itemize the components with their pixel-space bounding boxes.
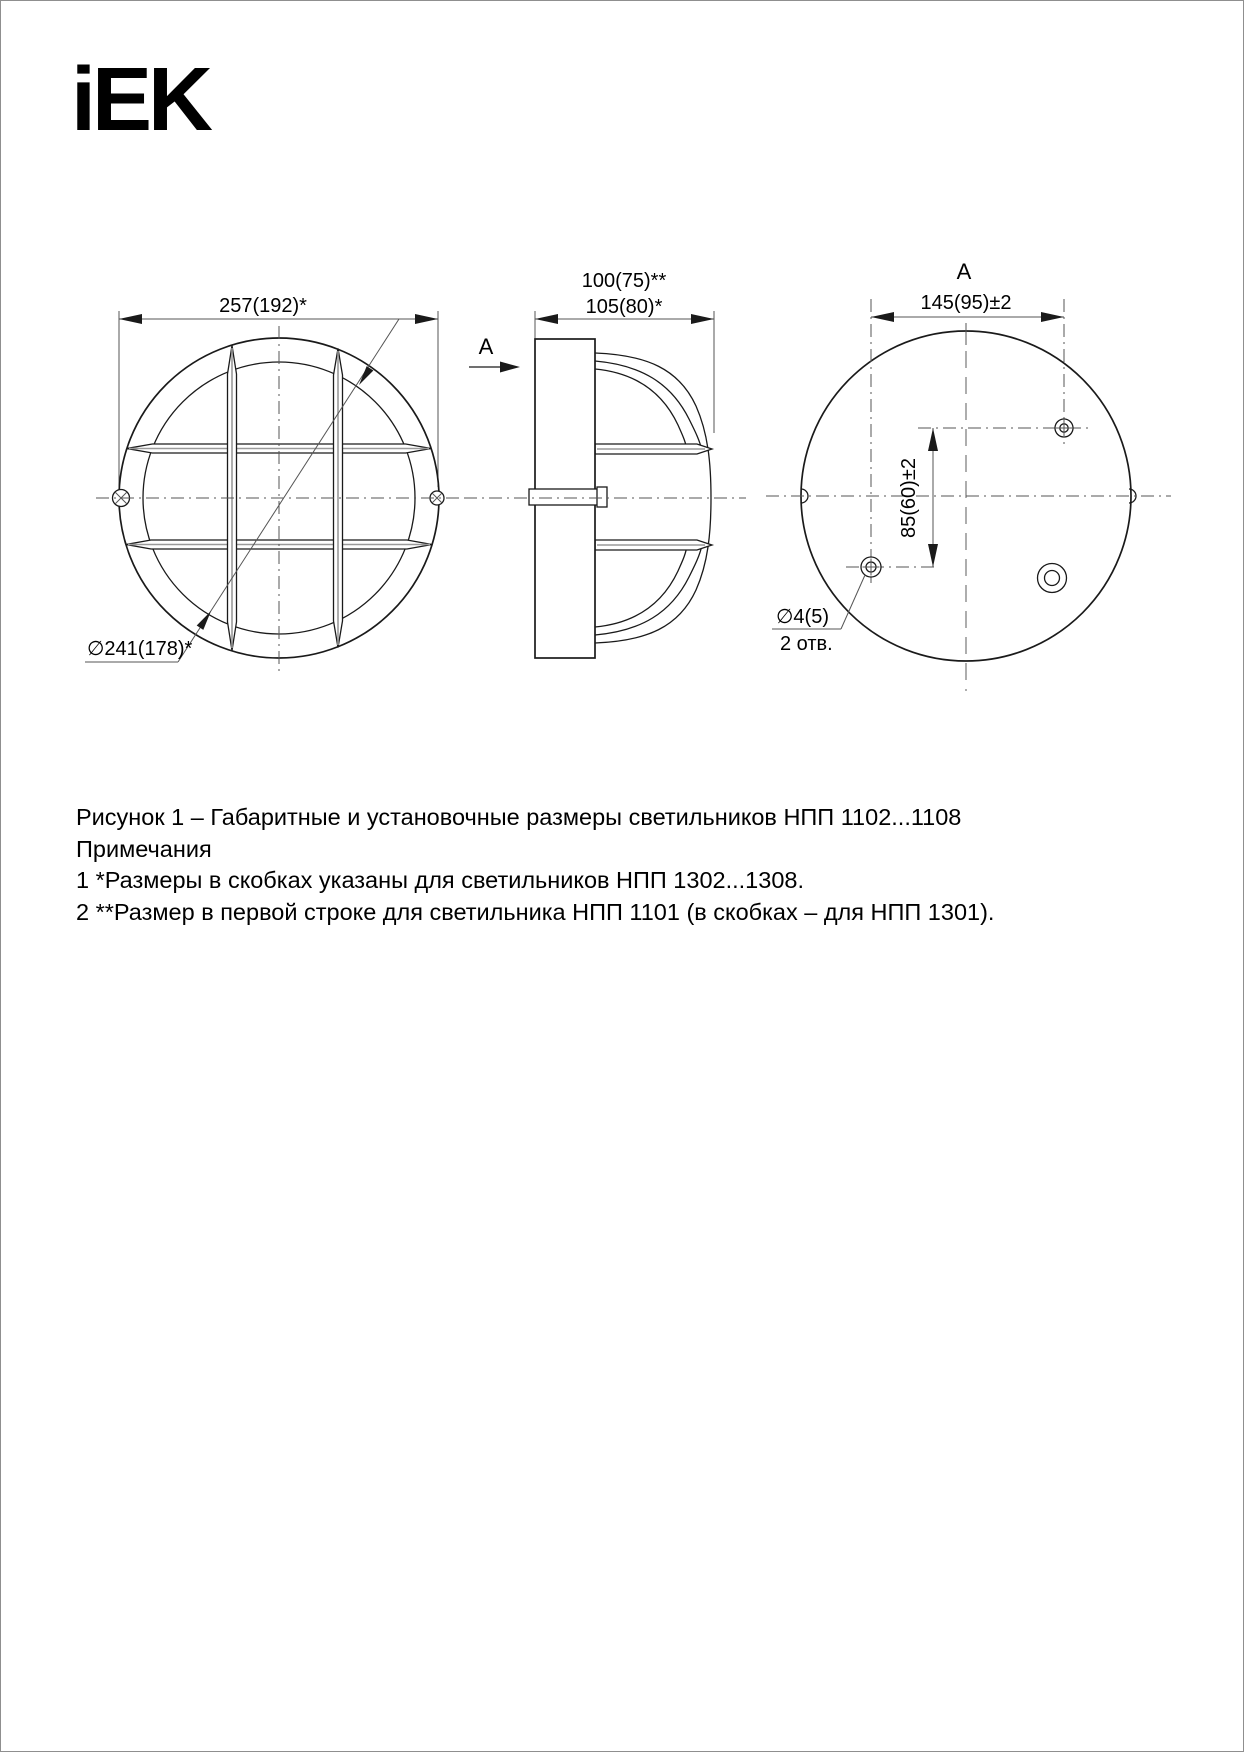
note-line-2: 2 **Размер в первой строке для светильника НПП 1101 (в скобках – для НПП 1301). (76, 898, 995, 925)
note-line-1: 1 *Размеры в скобках указаны для светильников НПП 1302...1308. (76, 867, 804, 893)
caption-block (76, 802, 1196, 928)
front-width-dim: 257(192)* (219, 295, 307, 317)
rear-hole-count-label: 2 отв. (780, 633, 833, 655)
side-view (464, 270, 746, 658)
cable-entry-hole (1038, 564, 1067, 593)
technical-drawing (1, 1, 1244, 771)
side-depth-dim-2: 105(80)* (585, 296, 663, 318)
rear-view (766, 259, 1171, 691)
view-direction-label: A (478, 334, 494, 359)
mounting-hole-bottom-left (861, 557, 881, 577)
figure-caption: Рисунок 1 – Габаритные и установочные размеры светильников НПП 1102...1108 (76, 804, 962, 830)
notes-title: Примечания (76, 835, 212, 862)
rear-hole-spacing-h-dim: 145(95)±2 (920, 292, 1012, 314)
rear-view-title: A (956, 259, 972, 284)
rear-hole-diameter-label: ∅4(5) (776, 606, 829, 628)
iek-logo: iEK (71, 50, 210, 150)
mounting-hole-top-right (1055, 419, 1073, 437)
side-depth-dim-1: 100(75)** (581, 270, 667, 292)
front-view (85, 295, 461, 673)
front-grid-diameter-dim: ∅241(178)* (87, 638, 193, 660)
rear-hole-spacing-v-dim: 85(60)±2 (898, 458, 920, 538)
